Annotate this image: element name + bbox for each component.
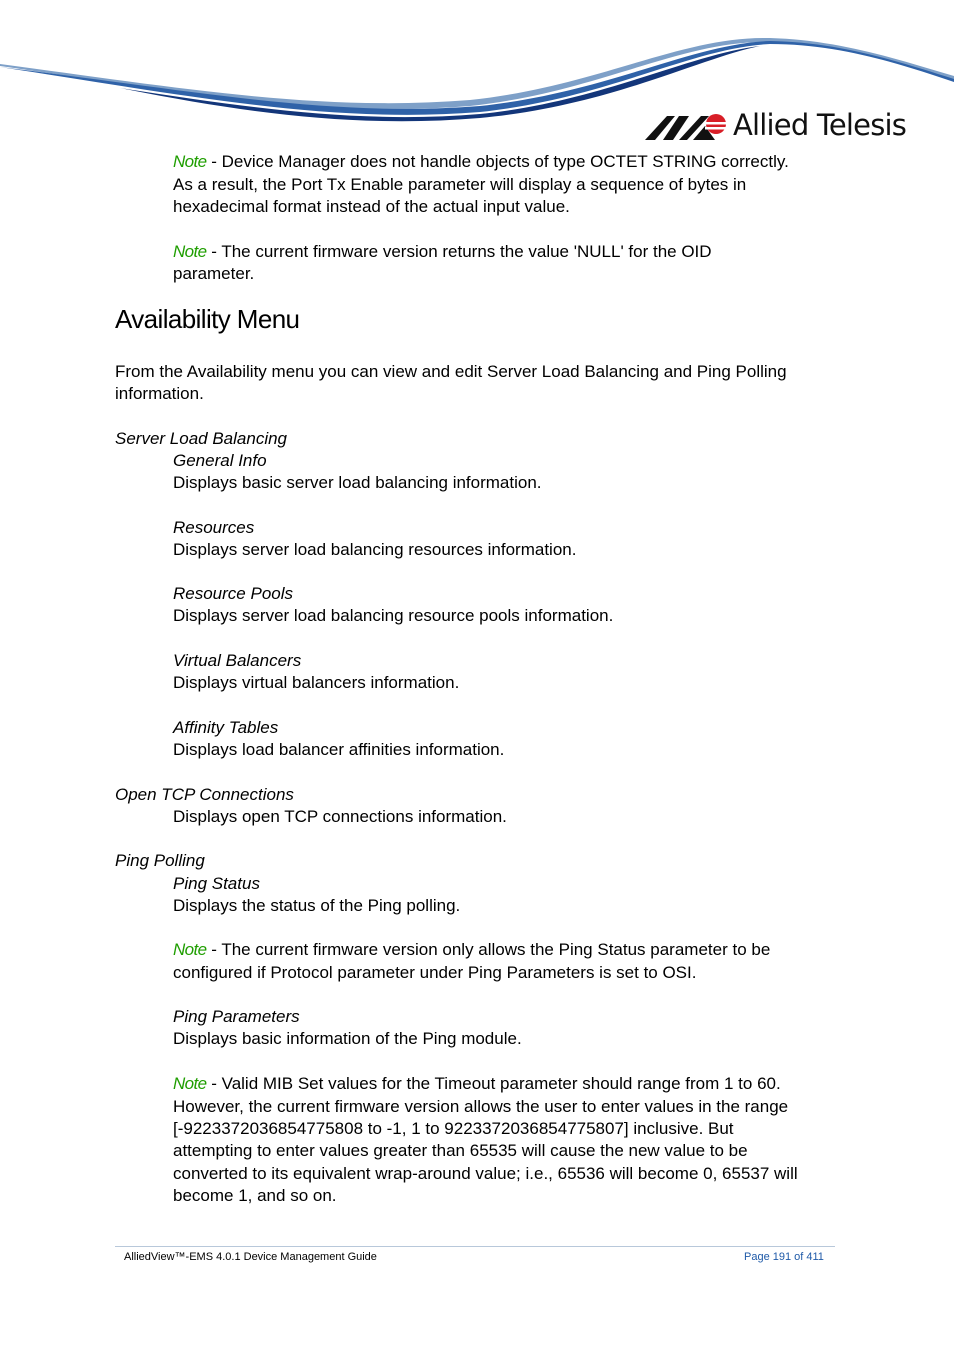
logo-text: Allied Telesis bbox=[733, 108, 907, 142]
note-ping-parameters-line4: attempting to enter values greater than 65535 will cause the new value to be bbox=[173, 1141, 748, 1160]
slb-virtual-balancers-title: Virtual Balancers bbox=[173, 651, 302, 670]
ping-status-title: Ping Status bbox=[173, 874, 260, 893]
note-ping-parameters-line5: converted to its equivalent wrap-around value; i.e., 65536 will become 0, 65537 will bbox=[173, 1164, 798, 1183]
note-octet-string: Note - Device Manager does not handle objects of type OCTET STRING correctly. bbox=[173, 152, 789, 171]
note-label: Note bbox=[173, 152, 207, 171]
footer-document-title: AlliedView™-EMS 4.0.1 Device Management Guide bbox=[124, 1251, 377, 1263]
slb-general-info-title: General Info bbox=[173, 451, 267, 470]
header-swoosh bbox=[0, 0, 954, 125]
slb-resources-title: Resources bbox=[173, 518, 255, 537]
slb-resource-pools-desc: Displays server load balancing resource pools information. bbox=[173, 606, 614, 625]
section-intro-line2: information. bbox=[115, 384, 204, 403]
note-label: Note bbox=[173, 940, 207, 959]
slb-virtual-balancers-desc: Displays virtual balancers information. bbox=[173, 673, 460, 692]
note-ping-status-line2: configured if Protocol parameter under Ping Parameters is set to OSI. bbox=[173, 963, 697, 982]
note-ping-status: Note - The current firmware version only allows the Ping Status parameter to be bbox=[173, 940, 771, 959]
note-oid: Note - The current firmware version returns the value 'NULL' for the OID bbox=[173, 242, 712, 261]
tcp-desc: Displays open TCP connections information. bbox=[173, 807, 507, 826]
note-ping-parameters-line6: become 1, and so on. bbox=[173, 1186, 337, 1205]
footer-divider bbox=[115, 1246, 835, 1247]
ping-status-desc: Displays the status of the Ping polling. bbox=[173, 896, 461, 915]
ping-parameters-title: Ping Parameters bbox=[173, 1007, 300, 1026]
slb-resource-pools-title: Resource Pools bbox=[173, 584, 294, 603]
tcp-title: Open TCP Connections bbox=[115, 785, 294, 804]
section-heading: Availability Menu bbox=[115, 304, 300, 334]
slb-title: Server Load Balancing bbox=[115, 429, 288, 448]
note-octet-string-line2: As a result, the Port Tx Enable parameter will display a sequence of bytes in bbox=[173, 175, 747, 194]
logo-mark-icon bbox=[645, 112, 727, 140]
slb-affinity-tables-desc: Displays load balancer affinities information. bbox=[173, 740, 505, 759]
note-ping-parameters-line3: [-9223372036854775808 to -1, 1 to 9223372036854775807] inclusive. But bbox=[173, 1119, 734, 1138]
note-ping-parameters-line2: However, the current firmware version allows the user to enter values in the range bbox=[173, 1097, 789, 1116]
slb-resources-desc: Displays server load balancing resources information. bbox=[173, 540, 577, 559]
note-label: Note bbox=[173, 1074, 207, 1093]
section-intro: From the Availability menu you can view and edit Server Load Balancing and Ping Polling bbox=[115, 362, 787, 381]
allied-telesis-logo bbox=[645, 108, 905, 148]
footer-page-number: Page 191 of 411 bbox=[744, 1251, 824, 1263]
ping-title: Ping Polling bbox=[115, 851, 205, 870]
note-ping-parameters: Note - Valid MIB Set values for the Timeout parameter should range from 1 to 60. bbox=[173, 1074, 781, 1093]
slb-affinity-tables-title: Affinity Tables bbox=[173, 718, 279, 737]
note-octet-string-line3: hexadecimal format instead of the actual input value. bbox=[173, 197, 570, 216]
slb-general-info-desc: Displays basic server load balancing information. bbox=[173, 473, 542, 492]
ping-parameters-desc: Displays basic information of the Ping module. bbox=[173, 1029, 522, 1048]
note-oid-line2: parameter. bbox=[173, 264, 255, 283]
note-label: Note bbox=[173, 242, 207, 261]
